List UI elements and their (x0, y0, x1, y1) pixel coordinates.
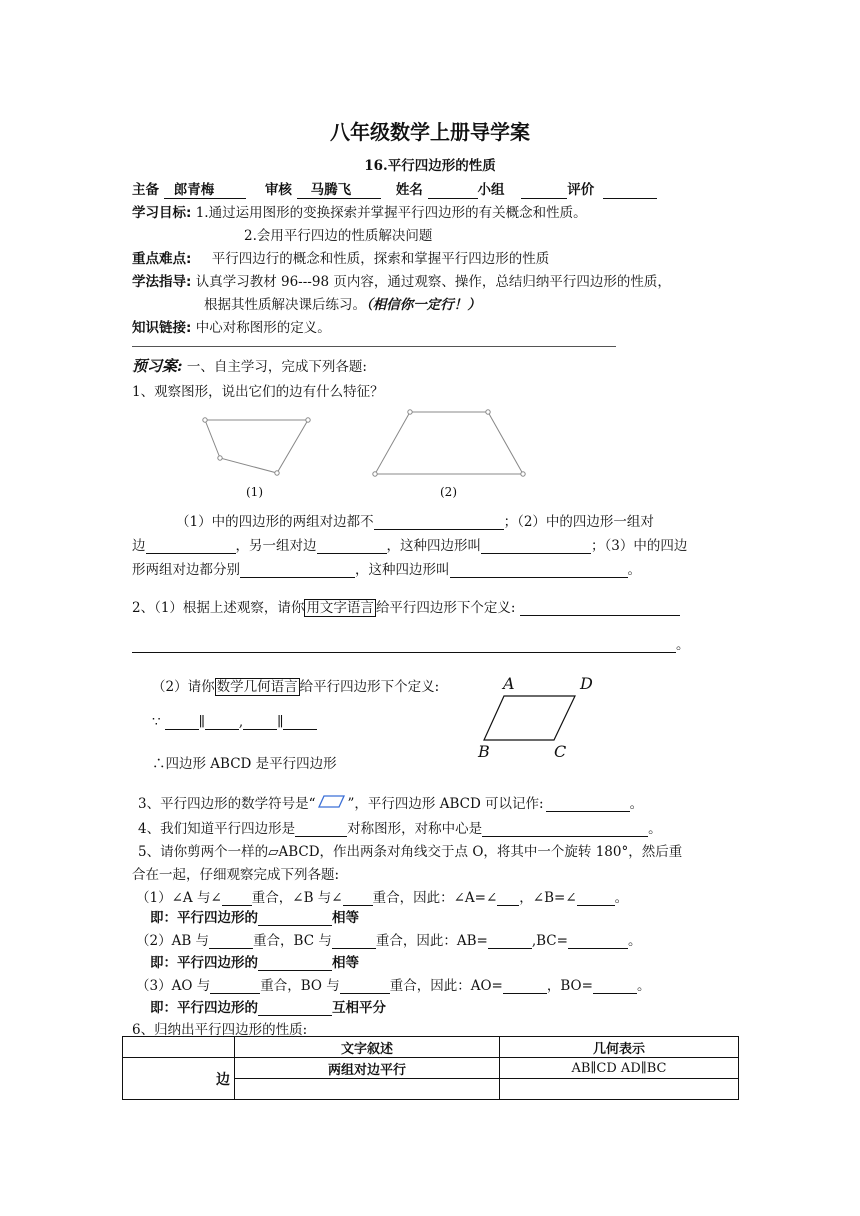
q3-pre: 3、平行四边形的数学符号是“ (138, 796, 316, 812)
text-language-box: 用文字语言 (306, 600, 374, 616)
blank[interactable] (374, 514, 504, 530)
method-label: 学法指导: (132, 274, 192, 290)
blank[interactable] (243, 714, 277, 730)
q5-s1-d: ，∠B=∠ (519, 890, 577, 906)
q4-end: 。 (648, 821, 662, 837)
blank[interactable] (546, 796, 630, 812)
q5-s1 (136, 886, 628, 906)
q5-s2-b: 重合，BC 与 (253, 933, 332, 949)
name-label: 姓名 (395, 182, 423, 198)
keypoints-label: 重点难点: (132, 251, 192, 267)
q5-s3-a: （3）AO 与 (136, 978, 211, 994)
vertex-a-label: A (503, 674, 515, 693)
preview-text: 一、自主学习，完成下列各题: (186, 359, 367, 375)
quadrilateral-figure-1 (195, 410, 320, 480)
row2-text-cell[interactable] (235, 1079, 500, 1100)
q6-prompt: 6、归纳出平行四边形的性质: (132, 1022, 308, 1038)
blank[interactable] (577, 890, 615, 906)
objective-2: 2.会用平行四边的性质解决问题 (244, 228, 433, 244)
q5-s1-b: 重合，∠B 与∠ (251, 890, 343, 906)
q5-s1-conclusion (150, 906, 359, 926)
method-line-1: 认真学习教材 96---98 页内容，通过观察、操作，总结归纳平行四边形的性质， (195, 274, 671, 290)
blank[interactable] (317, 538, 387, 554)
q4-pre: 4、我们知道平行四边形是 (138, 821, 296, 837)
q5-s1-e: 。 (614, 890, 629, 906)
q5-s1-conc-post: 相等 (332, 910, 359, 926)
q1-b1: 边 (132, 538, 146, 554)
because-symbol: ∵ (152, 714, 161, 730)
blank[interactable] (568, 933, 628, 949)
row1-geo-cell: AB∥CD AD∥BC (500, 1058, 739, 1079)
q5-s1-c: 重合，因此：∠A=∠ (372, 890, 498, 906)
q5-s2-e: 。 (627, 933, 642, 949)
fig2-label: (2) (440, 485, 457, 499)
q3-post: ”，平行四边形 ABCD 可以记作: (347, 796, 544, 812)
q2-line-2 (152, 675, 439, 695)
parallelogram-symbol-icon (318, 795, 346, 809)
q2-line-1 (132, 596, 680, 616)
table-cell (123, 1037, 235, 1058)
q3-line (138, 792, 643, 812)
encourage-text: （相信你一定行！） (366, 297, 481, 313)
q1-c3: 。 (627, 562, 641, 578)
blank[interactable] (210, 978, 260, 994)
method (132, 270, 671, 290)
q1-a1: （1）中的四边形的两组对边都不 (176, 514, 374, 530)
page-title: 八年级数学上册导学案 (330, 120, 530, 144)
q5-s3 (136, 974, 650, 994)
q1-c1: 形两组对边都分别 (132, 562, 240, 578)
comma: , (238, 714, 244, 730)
q5-s3-conc-pre: 即：平行四边形的 (150, 1000, 258, 1016)
blank[interactable] (258, 955, 332, 971)
q2-p1-end: 。 (676, 637, 690, 653)
link-text: 中心对称图形的定义。 (195, 320, 331, 336)
group-field[interactable] (521, 183, 567, 199)
q5-line-1: 5、请你剪两个一样的▱ABCD，作出两条对角线交于点 O，将其中一个旋转 180°，然后重 (138, 844, 683, 860)
q2-p2-pre: （2）请你 (152, 679, 215, 695)
blank[interactable] (283, 714, 317, 730)
q1-b3: ，这种四边形叫 (386, 538, 481, 554)
q5-s3-conc-post: 互相平分 (332, 1000, 386, 1016)
therefore-line: ∴四边形 ABCD 是平行四边形 (152, 756, 337, 772)
q5-s3-e: 。 (636, 978, 651, 994)
q5-s3-d: ，BO= (546, 978, 593, 994)
blank[interactable] (146, 538, 236, 554)
blank[interactable] (258, 1000, 332, 1016)
q1-a2: ；（2）中的四边形一组对 (503, 514, 654, 530)
blank[interactable] (222, 890, 252, 906)
q1-c2: ，这种四边形叫 (355, 562, 450, 578)
fig1-label: (1) (246, 485, 263, 499)
q5-line-2: 合在一起，仔细观察完成下列各题: (132, 867, 340, 883)
q2-line-1b (132, 633, 690, 653)
objectives-label: 学习目标: (132, 205, 192, 221)
q5-s3-b: 重合，BO 与 (260, 978, 340, 994)
method-line-2 (204, 293, 481, 313)
q3-end: 。 (629, 796, 644, 812)
link-label: 知识链接: (132, 320, 192, 336)
editor-name: 郎青梅 (164, 182, 247, 199)
q5-s1-a: （1）∠A 与∠ (136, 890, 222, 906)
blank[interactable] (240, 562, 355, 578)
blank[interactable] (205, 714, 239, 730)
q1-line-1 (176, 510, 654, 530)
parallel-symbol: ∥ (277, 714, 284, 730)
geometry-language-box: 数学几何语言 (216, 679, 298, 695)
knowledge-link (132, 316, 331, 336)
keypoints (132, 247, 549, 267)
blank[interactable] (482, 821, 648, 837)
reviewer-label: 审核 (264, 182, 292, 198)
parallel-symbol: ∥ (198, 714, 205, 730)
properties-table (122, 1036, 739, 1100)
q5-s3-conclusion (150, 996, 386, 1016)
meta-line (132, 178, 657, 199)
reviewer-name: 马腾飞 (297, 182, 382, 199)
blank[interactable] (450, 562, 628, 578)
blank[interactable] (340, 978, 390, 994)
q5-s1-conc-pre: 即：平行四边形的 (150, 910, 258, 926)
q5-s2 (136, 929, 641, 949)
group-label: 小组 (477, 182, 505, 198)
lesson-subtitle: 16.平行四边形的性质 (364, 158, 496, 174)
row2-geo-cell[interactable] (500, 1079, 739, 1100)
table-header-row (123, 1037, 739, 1058)
q2-p1-post: 给平行四边形下个定义: (375, 600, 516, 616)
blank[interactable] (503, 978, 547, 994)
preview-label: 预习案: (132, 357, 183, 375)
q5-s2-conc-post: 相等 (332, 955, 359, 971)
name-field[interactable] (428, 183, 478, 199)
row1-text-cell: 两组对边平行 (235, 1058, 500, 1079)
q1-line-3 (132, 558, 641, 578)
blank[interactable] (132, 637, 676, 653)
vertex-b-label: B (478, 742, 490, 761)
row-label-side: 边 (123, 1058, 235, 1100)
vertex-d-label: D (580, 674, 593, 693)
q5-s3-c: 重合，因此：AO= (389, 978, 503, 994)
blank[interactable] (258, 910, 332, 926)
preview-heading (132, 355, 367, 376)
eval-field[interactable] (603, 183, 657, 199)
blank[interactable] (488, 933, 532, 949)
blank[interactable] (481, 538, 591, 554)
blank[interactable] (593, 978, 637, 994)
q1-prompt: 1、观察图形，说出它们的边有什么特征？ (132, 384, 384, 400)
objective-1: 1.通过运用图形的变换探索并掌握平行四边形的有关概念和性质。 (195, 205, 587, 221)
editor-label: 主备 (132, 182, 159, 198)
eval-label: 评价 (567, 182, 595, 198)
q5-s2-conclusion (150, 951, 359, 971)
because-line (152, 714, 317, 730)
table-row (123, 1058, 739, 1079)
q2-p2-post: 给平行四边形下个定义: (299, 679, 440, 695)
q1-b2: ，另一组对边 (235, 538, 317, 554)
blank[interactable] (165, 714, 199, 730)
blank[interactable] (520, 600, 680, 616)
method-line-2-text: 根据其性质解决课后练习。 (204, 297, 366, 313)
trapezoid-figure-2 (368, 404, 533, 480)
q1-line-2 (132, 534, 687, 554)
q4-mid: 对称图形，对称中心是 (347, 821, 483, 837)
q2-p1-pre: 2、（1）根据上述观察，请你 (132, 600, 305, 616)
objectives (132, 201, 587, 221)
blank[interactable] (295, 821, 347, 837)
q5-s2-d: ,BC= (531, 933, 568, 949)
q5-s2-conc-pre: 即：平行四边形的 (150, 955, 258, 971)
blank[interactable] (497, 890, 519, 906)
vertex-c-label: C (554, 742, 567, 761)
blank[interactable] (343, 890, 373, 906)
header-text-description: 文字叙述 (235, 1037, 500, 1058)
divider-line (132, 346, 616, 347)
q5-s2-c: 重合，因此：AB= (375, 933, 488, 949)
blank[interactable] (332, 933, 376, 949)
q1-b4: ；（3）中的四边 (591, 538, 688, 554)
keypoints-text: 平行四边行的概念和性质，探索和掌握平行四边形的性质 (211, 251, 550, 267)
header-geometry: 几何表示 (500, 1037, 739, 1058)
q5-s2-a: （2）AB 与 (136, 933, 210, 949)
blank[interactable] (209, 933, 253, 949)
q4-line (138, 817, 662, 837)
